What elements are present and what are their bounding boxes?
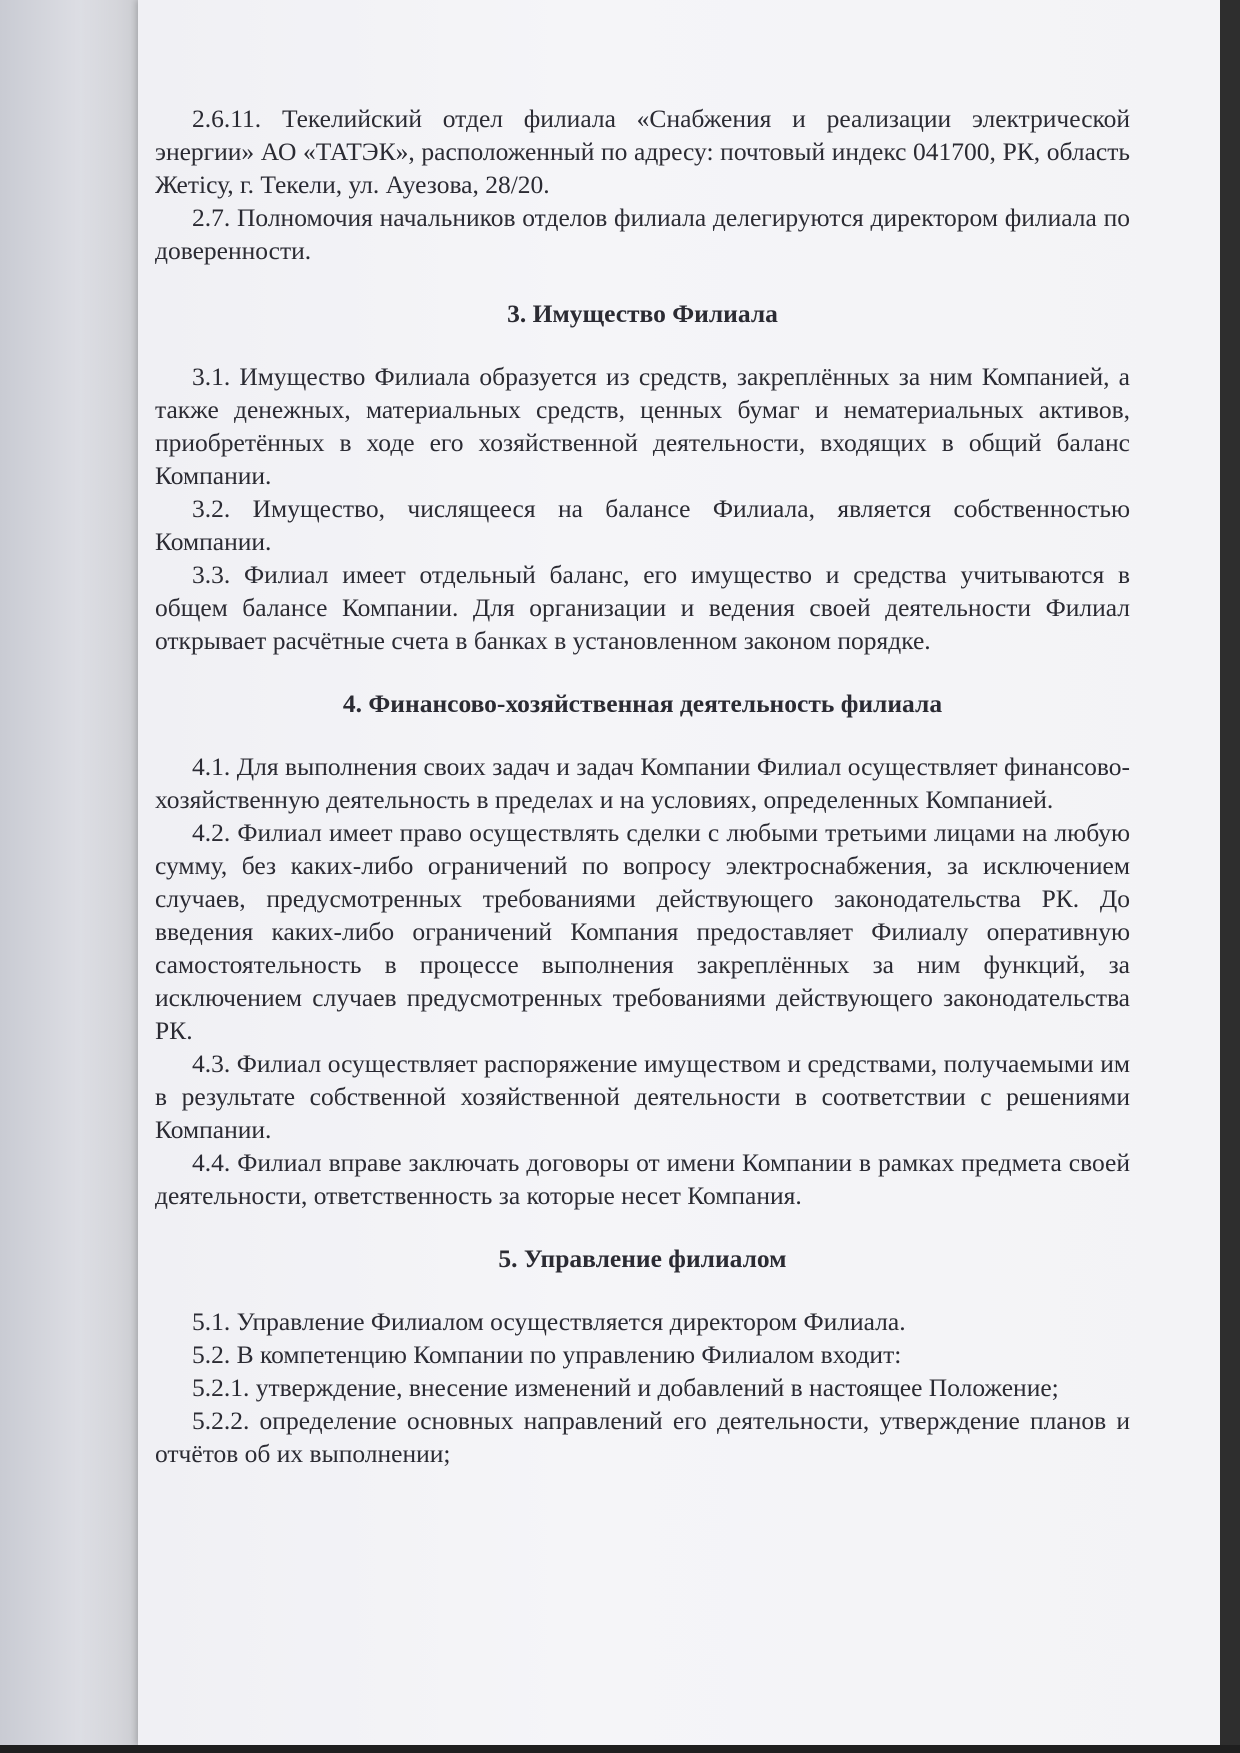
paragraph-3-2: 3.2. Имущество, числящееся на балансе Филиала, является собственностью Компании.: [155, 494, 1130, 556]
paragraph-3-1: 3.1. Имущество Филиала образуется из средств, закреплённых за ним Компанией, а также денежных, материальных средств, ценных бумаг и нематериальных активов, приобретённых в ходе его хозяйственной деятельности, входящих в общий баланс Компании.: [155, 362, 1130, 490]
paragraph-5-2-2: 5.2.2. определение основных направлений его деятельности, утверждение планов и отчётов об их выполнении;: [155, 1406, 1130, 1468]
section-3-heading: 3. Имущество Филиала: [507, 299, 778, 328]
paragraph-4-3: 4.3. Филиал осуществляет распоряжение имуществом и средствами, получаемыми им в результате собственной хозяйственной деятельности в соответствии с решениями Компании.: [155, 1049, 1130, 1144]
scanner-background-right: [1220, 0, 1240, 1753]
paragraph-2-7: 2.7. Полномочия начальников отделов филиала делегируются директором филиала по доверенности.: [155, 203, 1130, 265]
paragraph-4-1: 4.1. Для выполнения своих задач и задач Компании Филиал осуществляет финансово-хозяйственную деятельность в пределах и на условиях, определенных Компанией.: [155, 752, 1130, 814]
scanner-background-bottom: [0, 1745, 1240, 1753]
paragraph-3-3: 3.3. Филиал имеет отдельный баланс, его имущество и средства учитываются в общем балансе Компании. Для организации и ведения своей деятельности Филиал открывает расчётные счета в банках в установленном законом порядке.: [155, 560, 1130, 655]
paragraph-5-2: 5.2. В компетенцию Компании по управлению Филиалом входит:: [192, 1340, 902, 1369]
paragraph-4-2: 4.2. Филиал имеет право осуществлять сделки с любыми третьими лицами на любую сумму, без каких-либо ограничений по вопросу электроснабжения, за исключением случаев, предусмотренных требованиями действующего законодательства РК. До введения каких-либо ограничений Компания предоставляет Филиалу оперативную самостоятельность в процессе выполнения закреплённых за ним функций, за исключением случаев предусмотренных требованиями действующего законодательства РК.: [155, 818, 1130, 1045]
paragraph-5-1: 5.1. Управление Филиалом осуществляется директором Филиала.: [192, 1307, 906, 1336]
page-fold-shadow: [80, 0, 140, 1753]
section-5-heading: 5. Управление филиалом: [498, 1244, 787, 1273]
paragraph-2-6-11: 2.6.11. Текелийский отдел филиала «Снабжения и реализации электрической энергии» АО «ТАТЭК», расположенный по адресу: почтовый индекс 041700, РК, область Жетісу, г. Текели, ул. Ауезова, 28/20.: [155, 104, 1130, 199]
paragraph-5-2-1: 5.2.1. утверждение, внесение изменений и добавлений в настоящее Положение;: [192, 1373, 1059, 1402]
document-body: [155, 102, 1130, 1470]
paragraph-4-4: 4.4. Филиал вправе заключать договоры от имени Компании в рамках предмета своей деятельности, ответственность за которые несет Компания.: [155, 1148, 1130, 1210]
section-4-heading: 4. Финансово-хозяйственная деятельность филиала: [342, 689, 943, 718]
